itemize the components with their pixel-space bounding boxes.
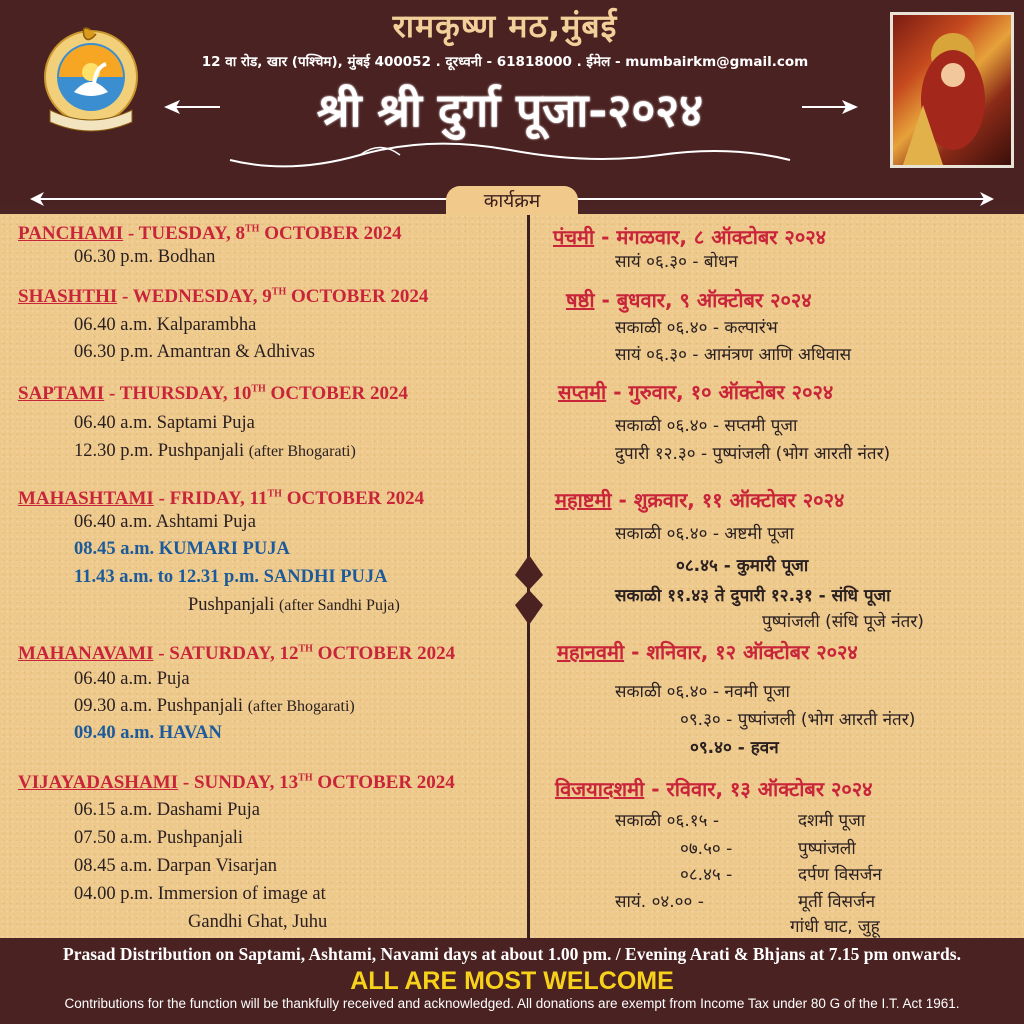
title-underline-flourish: [210, 130, 810, 180]
mahashtami-item: [188, 595, 400, 616]
shashthi-heading-mr: [566, 286, 812, 313]
month-year: OCTOBER 2024: [281, 488, 425, 509]
day-name: VIJAYADASHAMI: [18, 772, 179, 793]
havan-item-mr: ०९.४० - हवन: [690, 738, 779, 758]
item-note: (after Bhogarati): [247, 698, 355, 715]
mahashtami-heading-mr: [555, 486, 844, 513]
date-suffix: TH: [271, 286, 287, 298]
vijayadashami-item: 08.45 a.m. Darpan Visarjan: [74, 856, 278, 876]
right-banner-line: [574, 188, 994, 210]
shashthi-item: 06.30 p.m. Amantran & Adhivas: [74, 342, 315, 362]
date-suffix: TH: [251, 383, 266, 395]
day-name: SAPTAMI: [18, 383, 105, 404]
left-banner-line: [30, 188, 450, 210]
program-label: कार्यक्रम: [446, 186, 578, 216]
havan-item: 09.40 a.m. HAVAN: [74, 723, 222, 743]
day-name: PANCHAMI: [18, 223, 124, 244]
saptami-item-mr: सकाळी ०६.४० - सप्तमी पूजा: [615, 416, 798, 436]
day-date: - SUNDAY, 13: [178, 772, 299, 793]
org-address: 12 वा रोड, खार (पश्चिम), मुंबई 400052 . दूरध्वनी - 61818000 . ईमेल - mumbairkm@gmail.com: [201, 54, 809, 70]
month-year: OCTOBER 2024: [265, 383, 408, 404]
day-name: विजयादशमी: [555, 777, 645, 801]
saptami-item: [74, 441, 356, 462]
month-year: OCTOBER 2024: [312, 772, 455, 793]
ramakrishna-math-logo: [36, 22, 146, 140]
day-name: MAHASHTAMI: [18, 488, 154, 509]
org-title: रामकृष्ण मठ,मुंबई: [392, 7, 618, 45]
date-suffix: TH: [267, 488, 282, 500]
vijayadashami-item-mr: ०८.४५ -: [680, 865, 733, 885]
day-date: - WEDNESDAY, 9: [117, 286, 272, 307]
item-text: 12.30 p.m. Pushpanjali: [74, 441, 245, 461]
vijayadashami-item-mr: दर्पण विसर्जन: [798, 865, 882, 885]
sandhi-puja-item: 11.43 a.m. to 12.31 p.m. SANDHI PUJA: [74, 567, 388, 587]
kumari-puja-item: 08.45 a.m. KUMARI PUJA: [74, 539, 290, 559]
durga-idol-photo: [890, 12, 1014, 168]
mahashtami-item: 06.40 a.m. Ashtami Puja: [74, 512, 256, 532]
divider-ornament: [513, 555, 545, 625]
item-text: Pushpanjali: [188, 595, 275, 615]
vijayadashami-heading: [18, 772, 455, 794]
day-name: षष्ठी: [566, 288, 595, 312]
day-date: - बुधवार, ९ ऑक्टोबर २०२४: [594, 288, 812, 312]
mahashtami-item-mr: पुष्पांजली (संधि पूजे नंतर): [762, 612, 924, 632]
item-note: (after Sandhi Puja): [278, 597, 400, 614]
panchami-heading: [18, 223, 402, 245]
day-date: - मंगळवार, ८ ऑक्टोबर २०२४: [594, 225, 827, 249]
day-date: - SATURDAY, 12: [153, 643, 299, 664]
day-name: SHASHTHI: [18, 286, 118, 307]
day-name: महाष्टमी: [555, 488, 612, 512]
vijayadashami-item: 07.50 a.m. Pushpanjali: [74, 828, 244, 848]
panchami-item: 06.30 p.m. Bodhan: [74, 247, 216, 267]
item-note: (after Bhogarati): [248, 443, 356, 460]
vijayadashami-item-mr: सायं. ०४.०० -: [615, 892, 704, 912]
vijayadashami-item-mr: पुष्पांजली: [798, 839, 856, 859]
mahashtami-heading: [18, 488, 424, 510]
vijayadashami-item-mr: गांधी घाट, जुहू: [790, 917, 880, 937]
mahanavami-heading: [18, 643, 455, 665]
vijayadashami-item-mr: सकाळी ०६.१५ -: [615, 811, 719, 831]
day-name: MAHANAVAMI: [18, 643, 154, 664]
vijayadashami-heading-mr: [555, 775, 873, 802]
contribution-note: Contributions for the function will be thankfully received and acknowledged. All donations are exempt from Income Tax under 80 G of the I.T. Act 1961.: [64, 996, 960, 1011]
date-suffix: TH: [298, 643, 313, 655]
day-date: - गुरुवार, १० ऑक्टोबर २०२४: [606, 380, 834, 404]
saptami-item: 06.40 a.m. Saptami Puja: [74, 413, 255, 433]
mahanavami-item-mr: सकाळी ०६.४० - नवमी पूजा: [615, 682, 790, 702]
day-date: - THURSDAY, 10: [104, 383, 252, 404]
sandhi-puja-item-mr: सकाळी ११.४३ ते दुपारी १२.३१ - संधि पूजा: [615, 586, 891, 606]
event-title: श्री श्री दुर्गा पूजा-२०२४: [316, 83, 704, 137]
day-date: - रविवार, १३ ऑक्टोबर २०२४: [644, 777, 873, 801]
vijayadashami-item-mr: मूर्ती विसर्जन: [798, 892, 876, 912]
date-suffix: TH: [298, 772, 313, 784]
day-name: महानवमी: [557, 640, 625, 664]
day-date: - FRIDAY, 11: [153, 488, 268, 509]
date-suffix: TH: [244, 223, 260, 235]
shashthi-item-mr: सकाळी ०६.४० - कल्पारंभ: [615, 318, 778, 338]
mahanavami-item: [74, 696, 355, 717]
prasad-notice: Prasad Distribution on Saptami, Ashtami, Navami days at about 1.00 pm. / Evening Arati & Bhjans at 7.15 pm onwards.: [63, 944, 961, 964]
day-name: पंचमी: [553, 225, 595, 249]
month-year: OCTOBER 2024: [259, 223, 402, 244]
vijayadashami-item: Gandhi Ghat, Juhu: [188, 912, 328, 932]
panchami-item-mr: सायं ०६.३० - बोधन: [615, 252, 738, 272]
vijayadashami-item: 04.00 p.m. Immersion of image at: [74, 884, 326, 904]
day-date: - शनिवार, १२ ऑक्टोबर २०२४: [624, 640, 858, 664]
month-year: OCTOBER 2024: [286, 286, 429, 307]
saptami-item-mr: दुपारी १२.३० - पुष्पांजली (भोग आरती नंतर): [615, 444, 891, 464]
kumari-puja-item-mr: ०८.४५ - कुमारी पूजा: [676, 556, 809, 576]
item-text: 09.30 a.m. Pushpanjali: [74, 696, 244, 716]
panchami-heading-mr: [553, 223, 826, 250]
shashthi-heading: [18, 286, 428, 308]
day-name: सप्तमी: [558, 380, 607, 404]
month-year: OCTOBER 2024: [312, 643, 456, 664]
welcome-banner: ALL ARE MOST WELCOME: [350, 967, 674, 995]
mahanavami-heading-mr: [557, 638, 858, 665]
day-date: - TUESDAY, 8: [123, 223, 245, 244]
vijayadashami-item-mr: दशमी पूजा: [798, 811, 866, 831]
mahashtami-item-mr: सकाळी ०६.४० - अष्टमी पूजा: [615, 524, 794, 544]
shashthi-item-mr: सायं ०६.३० - आमंत्रण आणि अधिवास: [615, 345, 852, 365]
saptami-heading: [18, 383, 408, 405]
vijayadashami-item: 06.15 a.m. Dashami Puja: [74, 800, 261, 820]
mahanavami-item: 06.40 a.m. Puja: [74, 669, 190, 689]
mahanavami-item-mr: ०९.३० - पुष्पांजली (भोग आरती नंतर): [680, 710, 916, 730]
saptami-heading-mr: [558, 378, 833, 405]
shashthi-item: 06.40 a.m. Kalparambha: [74, 315, 257, 335]
day-date: - शुक्रवार, ११ ऑक्टोबर २०२४: [611, 488, 845, 512]
vijayadashami-item-mr: ०७.५० -: [680, 839, 733, 859]
